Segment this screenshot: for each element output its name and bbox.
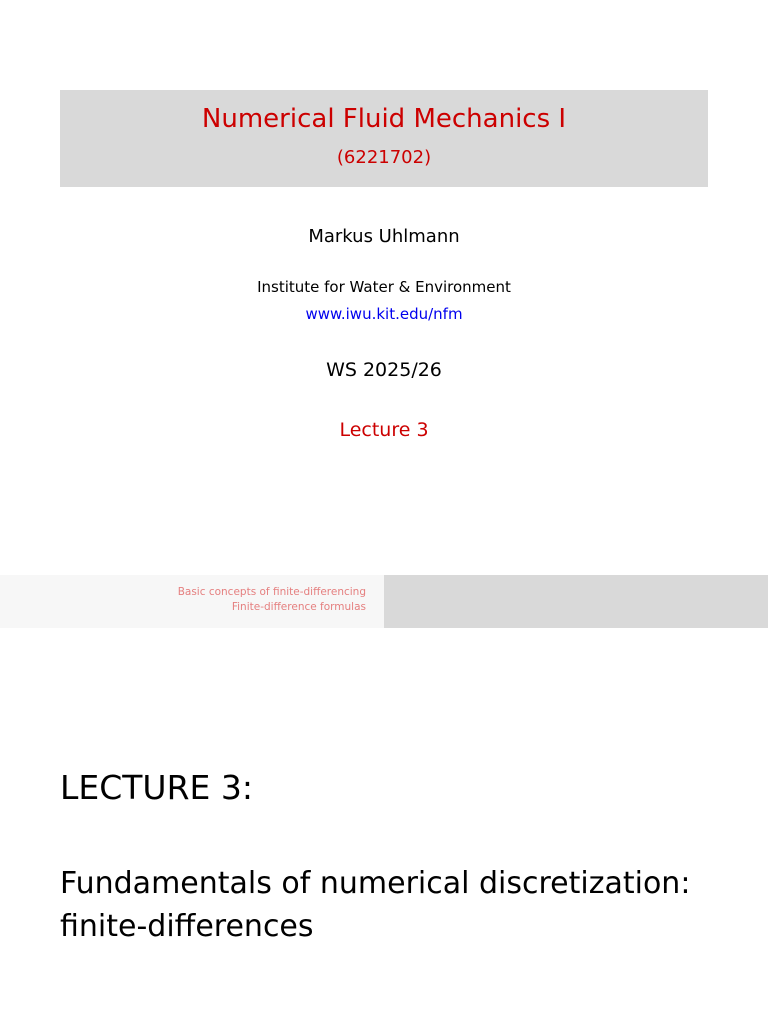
lecture-heading: LECTURE 3: bbox=[60, 768, 253, 807]
course-title: Numerical Fluid Mechanics I bbox=[201, 104, 567, 134]
lecture-label: Lecture 3 bbox=[339, 419, 429, 441]
website-link[interactable]: www.iwu.kit.edu/nfm bbox=[305, 305, 463, 323]
nav-item-basic-concepts[interactable]: Basic concepts of finite-differencing bbox=[177, 586, 366, 598]
topic-heading bbox=[60, 862, 740, 948]
author-name: Markus Uhlmann bbox=[308, 226, 460, 247]
course-code: (6221702) bbox=[336, 147, 432, 168]
topic-heading-line-2: finite-differences bbox=[60, 909, 314, 944]
navigation-bar-right bbox=[384, 575, 768, 628]
section-navigation bbox=[0, 575, 384, 628]
nav-item-finite-difference-formulas[interactable]: Finite-difference formulas bbox=[231, 601, 366, 613]
topic-heading-line-1: Fundamentals of numerical discretization: bbox=[60, 866, 691, 901]
semester-label: WS 2025/26 bbox=[326, 359, 442, 381]
title-box bbox=[60, 90, 708, 187]
institute-name: Institute for Water & Environment bbox=[257, 278, 511, 296]
